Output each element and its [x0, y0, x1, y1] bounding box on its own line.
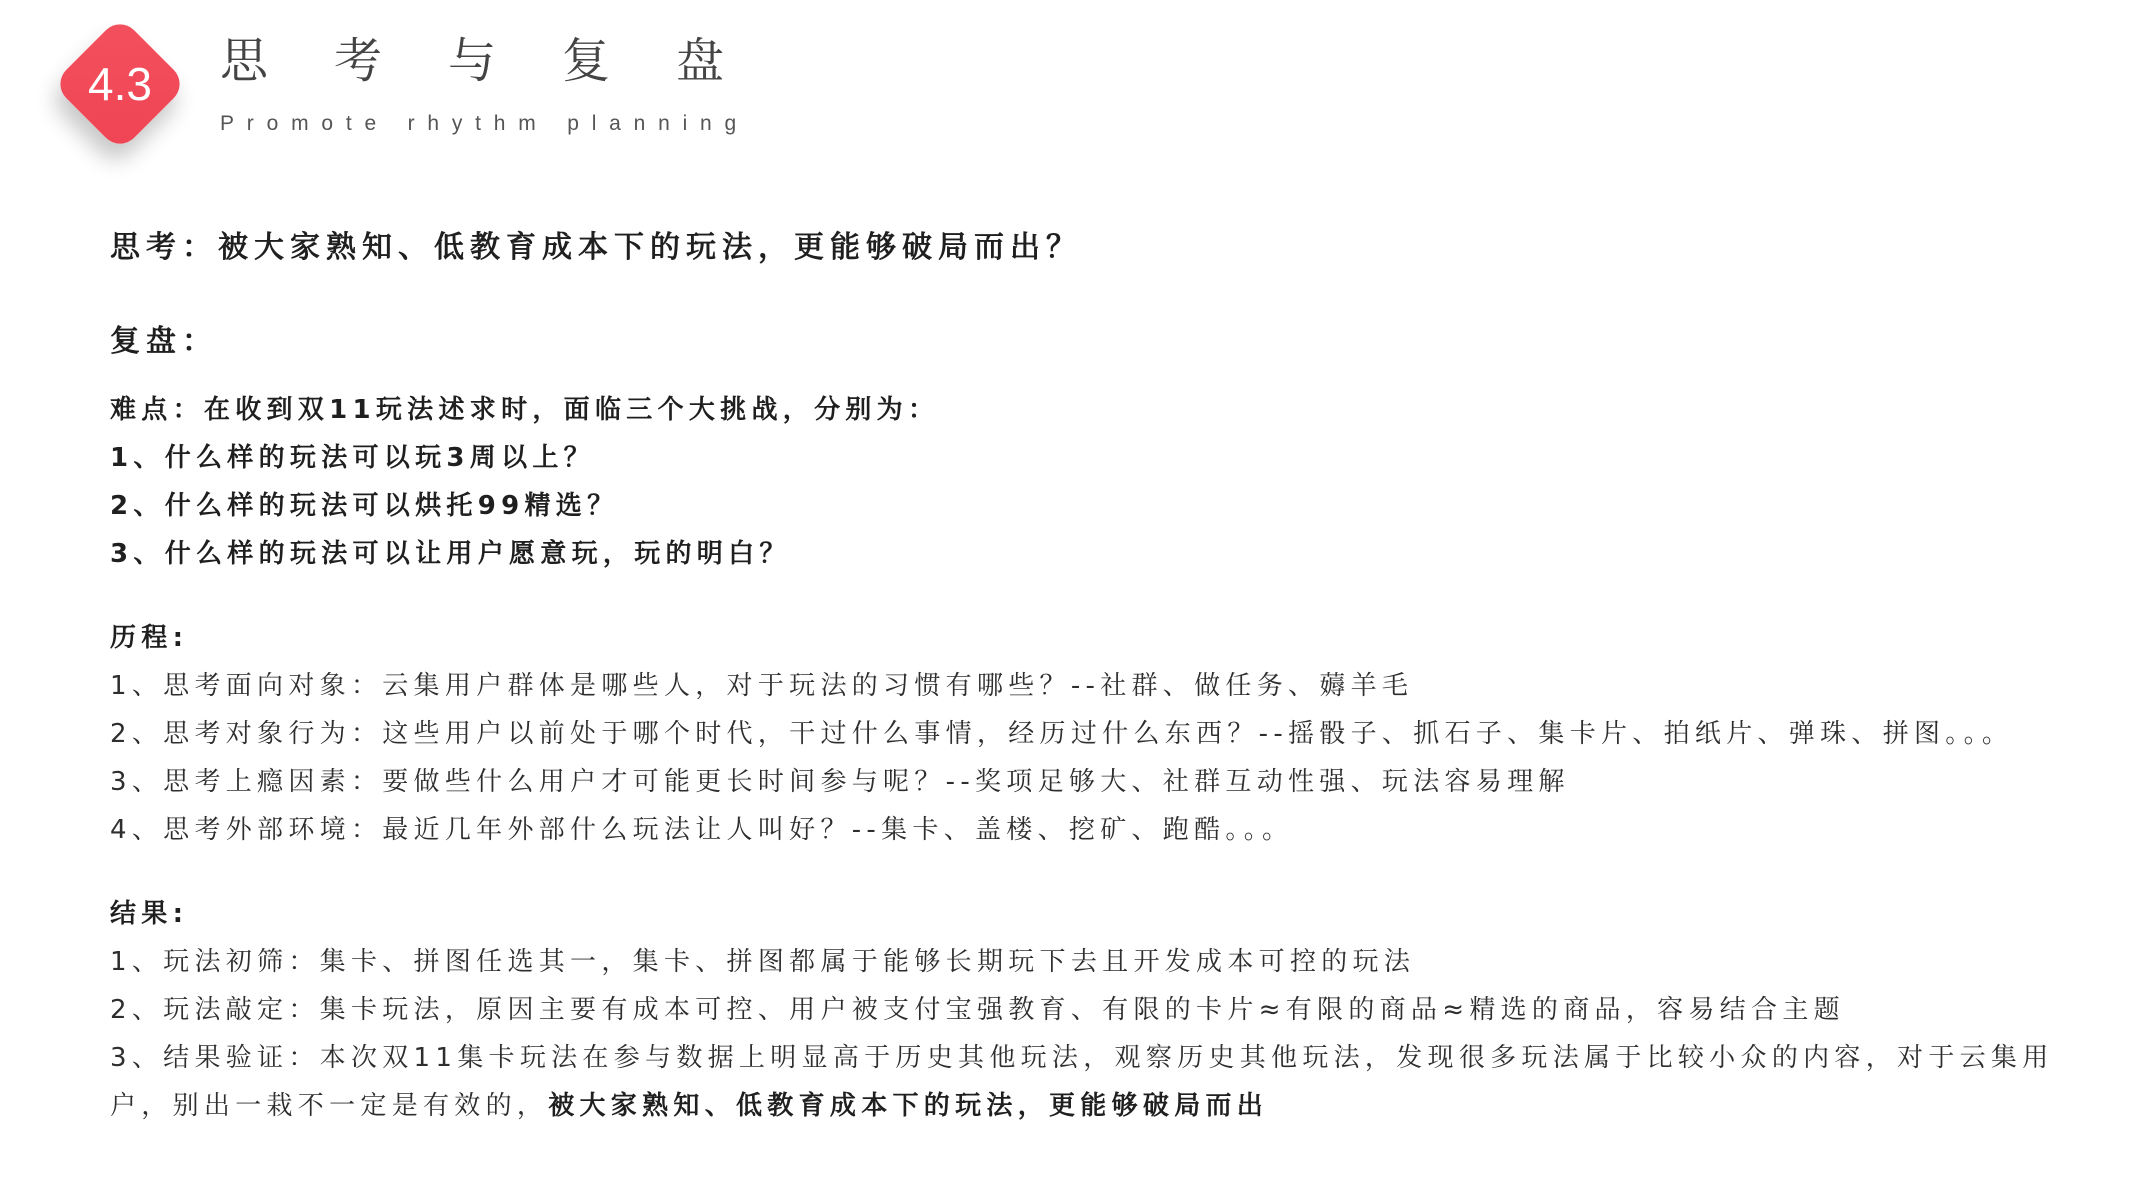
- result-item: 1、玩法初筛：集卡、拼图任选其一，集卡、拼图都属于能够长期玩下去且开发成本可控的玩法: [110, 947, 1416, 977]
- process-item: 4、思考外部环境：最近几年外部什么玩法让人叫好？--集卡、盖楼、挖矿、跑酷。。。: [110, 815, 1294, 845]
- section-badge: [48, 12, 192, 156]
- result-item: 2、玩法敲定：集卡玩法，原因主要有成本可控、用户被支付宝强教育、有限的卡片≈有限的商品≈精选的商品，容易结合主题: [110, 995, 1845, 1025]
- think-question: 思考：被大家熟知、低教育成本下的玩法，更能够破局而出？: [110, 230, 1082, 265]
- process-item: 2、思考对象行为：这些用户以前处于哪个时代，干过什么事情，经历过什么东西？--摇骰子、抓石子、集卡片、拍纸片、弹珠、拼图。。。: [110, 719, 2014, 749]
- difficulty-item: 3、什么样的玩法可以让用户愿意玩，玩的明白？: [110, 539, 791, 569]
- difficulty-item: 2、什么样的玩法可以烘托99精选？: [110, 491, 619, 521]
- result-item-3-line-1: 3、结果验证：本次双11集卡玩法在参与数据上明显高于历史其他玩法，观察历史其他玩法，发现很多玩法属于比较小众的内容，对于云集用: [110, 1043, 2054, 1073]
- result-item-3-line-2: [110, 1085, 1268, 1122]
- difficulty-intro: 难点：在收到双11玩法述求时，面临三个大挑战，分别为：: [110, 395, 940, 425]
- process-heading: 历程:: [110, 623, 189, 653]
- section-number: 4.3: [88, 58, 152, 110]
- page-title: 思考与复盘: [220, 33, 791, 89]
- difficulty-item: 1、什么样的玩法可以玩3周以上？: [110, 443, 595, 473]
- review-heading: 复盘：: [110, 324, 218, 359]
- result-item-3-text: 户，别出一栽不一定是有效的，: [110, 1091, 549, 1121]
- process-item: 3、思考上瘾因素：要做些什么用户才可能更长时间参与呢？--奖项足够大、社群互动性强、玩法容易理解: [110, 767, 1570, 797]
- result-heading: 结果:: [110, 899, 189, 929]
- process-item: 1、思考面向对象：云集用户群体是哪些人，对于玩法的习惯有哪些？--社群、做任务、薅羊毛: [110, 671, 1414, 701]
- result-item-3-conclusion: 被大家熟知、低教育成本下的玩法，更能够破局而出: [548, 1091, 1269, 1121]
- page-subtitle: Promote rhythm planning: [220, 112, 750, 135]
